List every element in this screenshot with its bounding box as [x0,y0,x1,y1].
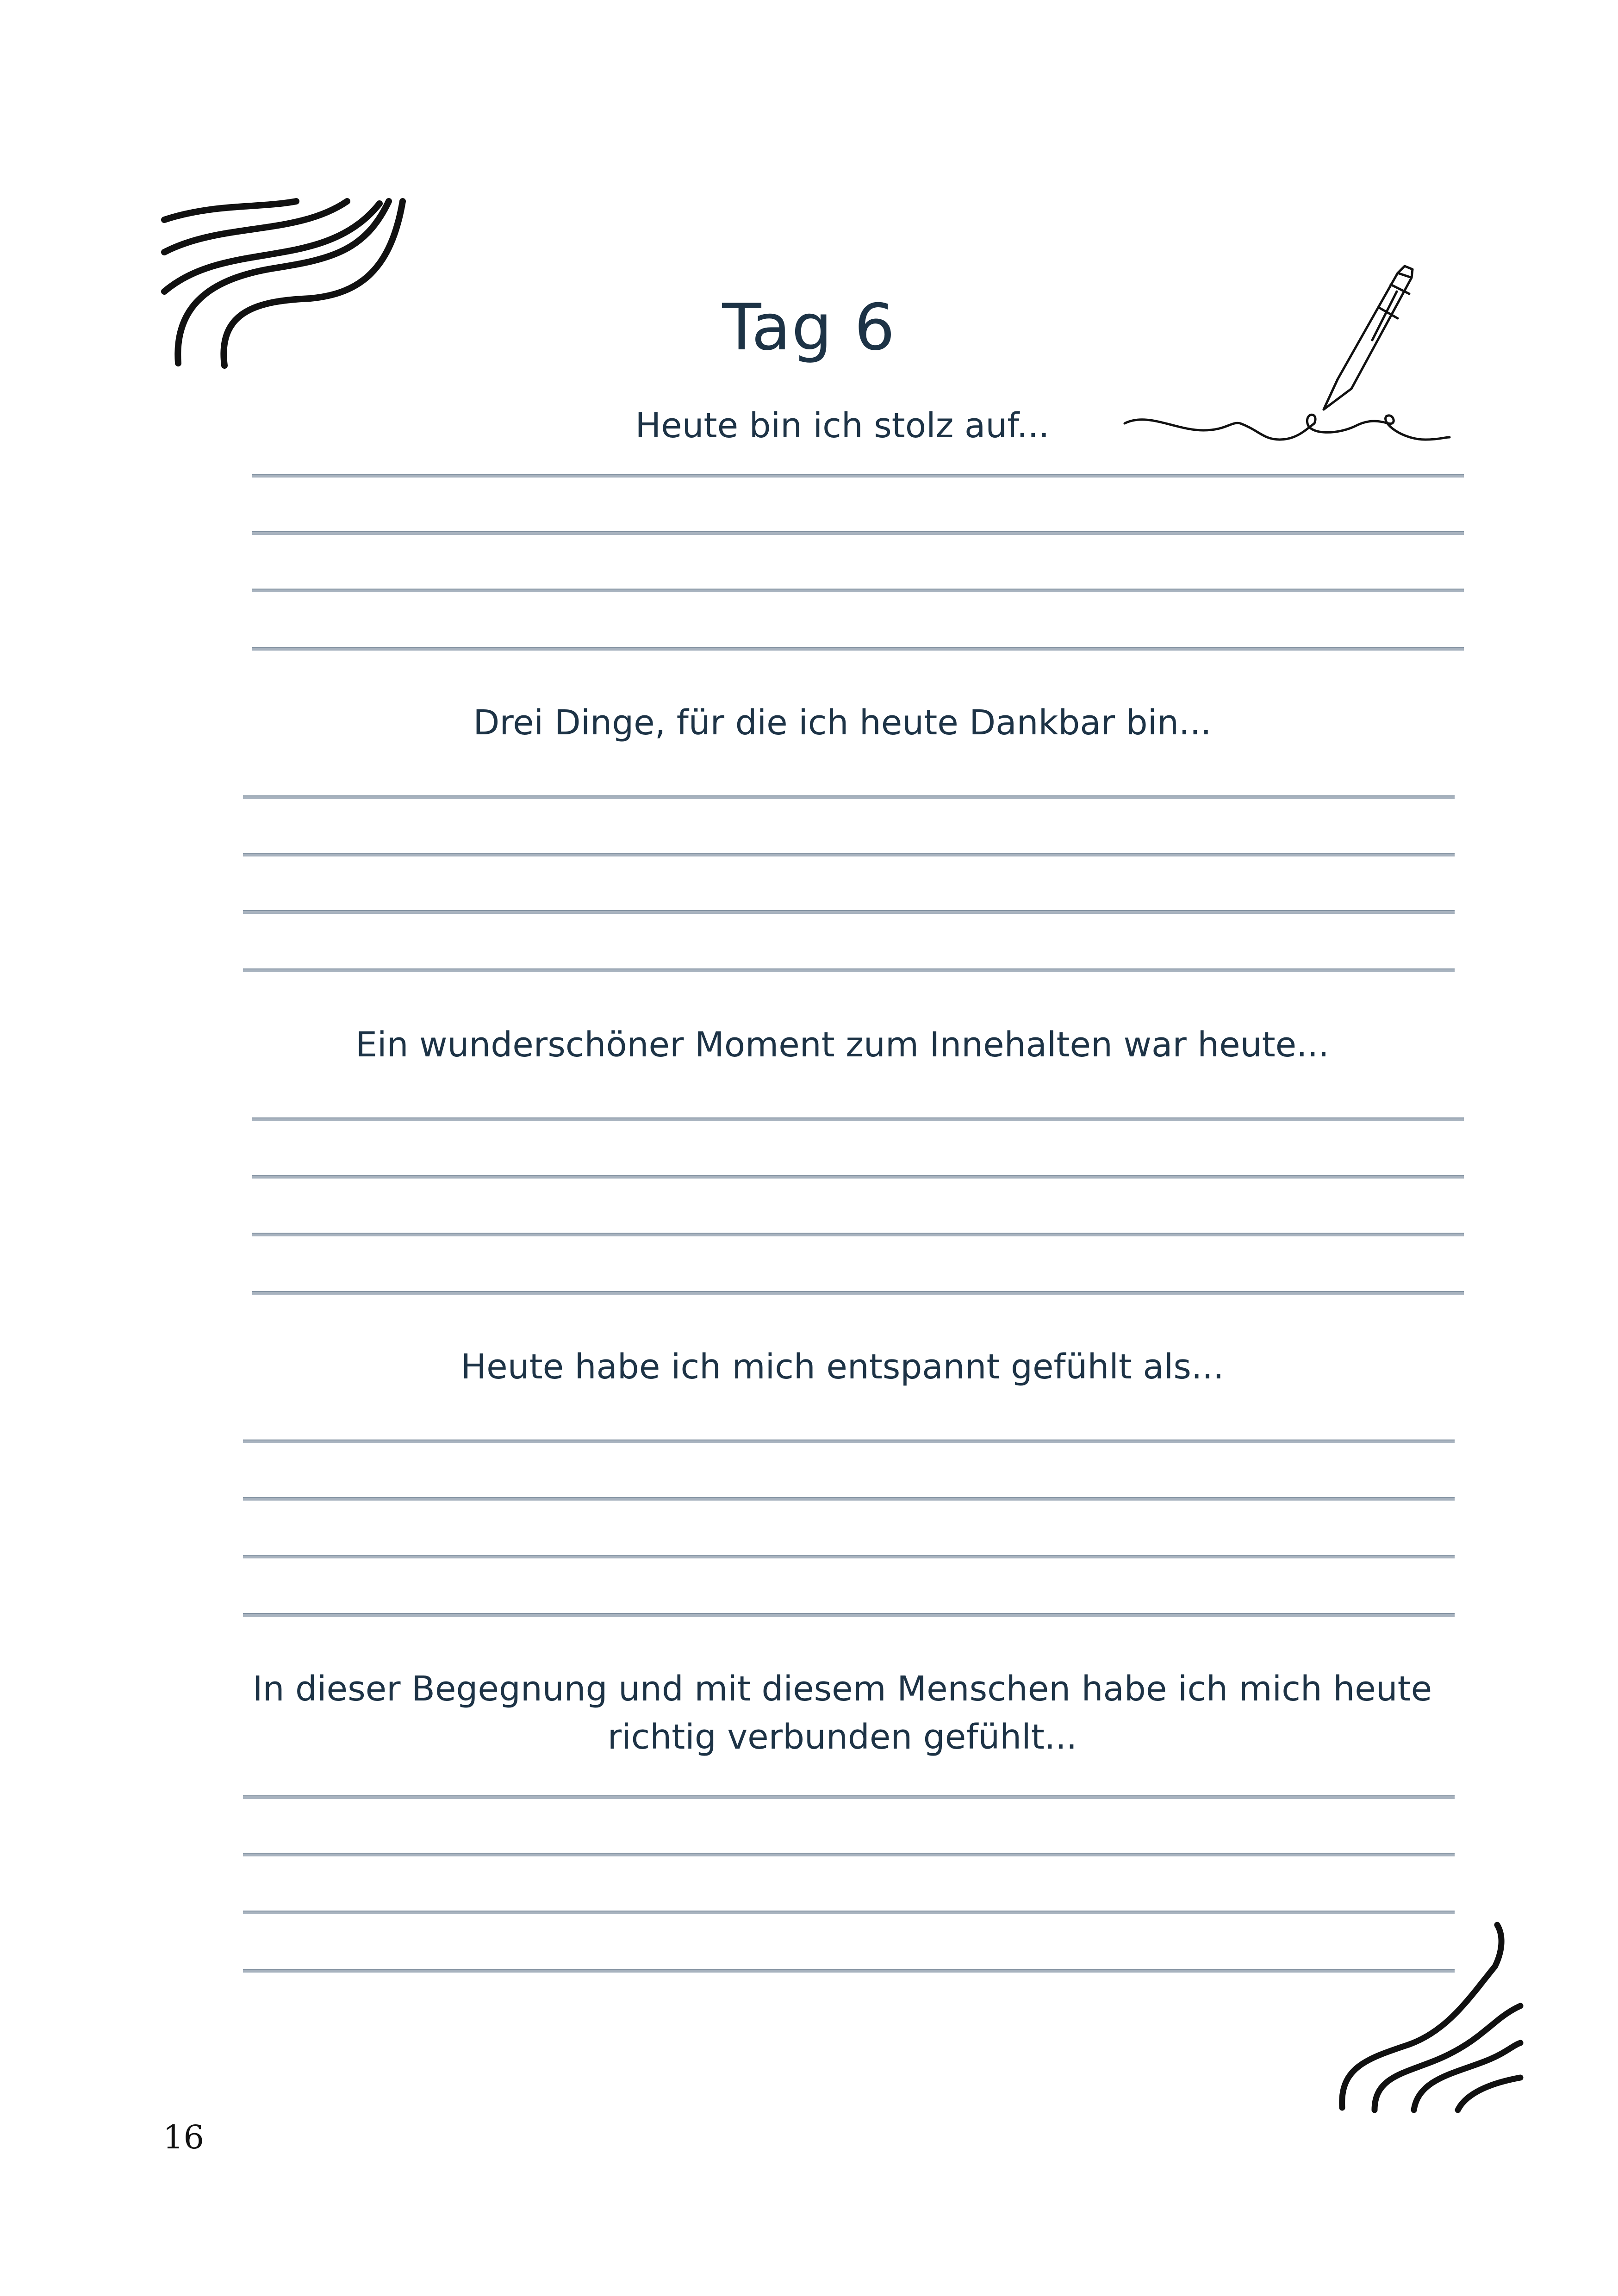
writing-line[interactable] [252,1233,1464,1236]
page-number: 16 [163,2118,205,2156]
writing-line[interactable] [243,1440,1455,1443]
writing-line[interactable] [243,968,1455,972]
writing-line[interactable] [243,853,1455,856]
prompt-stolz: Heute bin ich stolz auf... [635,406,1050,446]
writing-line[interactable] [252,531,1464,535]
writing-line[interactable] [243,1969,1455,1973]
writing-line[interactable] [252,1291,1464,1295]
writing-line[interactable] [252,474,1464,478]
writing-line[interactable] [243,1795,1455,1799]
writing-line[interactable] [243,1911,1455,1914]
prompt-entspannt: Heute habe ich mich entspannt gefühlt als... [461,1347,1224,1387]
page-title: Tag 6 [722,290,896,365]
writing-line[interactable] [252,589,1464,592]
writing-line[interactable] [252,1175,1464,1179]
bottom-right-wave-decoration [1333,1920,1527,2115]
prompt-dankbar: Drei Dinge, für die ich heute Dankbar bin... [473,703,1212,743]
writing-line[interactable] [252,647,1464,651]
writing-line[interactable] [243,1853,1455,1856]
writing-line[interactable] [243,795,1455,799]
writing-line[interactable] [243,1497,1455,1501]
writing-line[interactable] [243,910,1455,914]
prompt-verbunden-line1: In dieser Begegnung und mit diesem Menschen habe ich mich heute [252,1669,1432,1709]
writing-line[interactable] [243,1613,1455,1617]
writing-line[interactable] [252,1117,1464,1121]
prompt-verbunden-line2: richtig verbunden gefühlt... [607,1717,1077,1757]
prompt-innehalten: Ein wunderschöner Moment zum Innehalten war heute... [355,1025,1329,1065]
writing-line[interactable] [243,1555,1455,1558]
